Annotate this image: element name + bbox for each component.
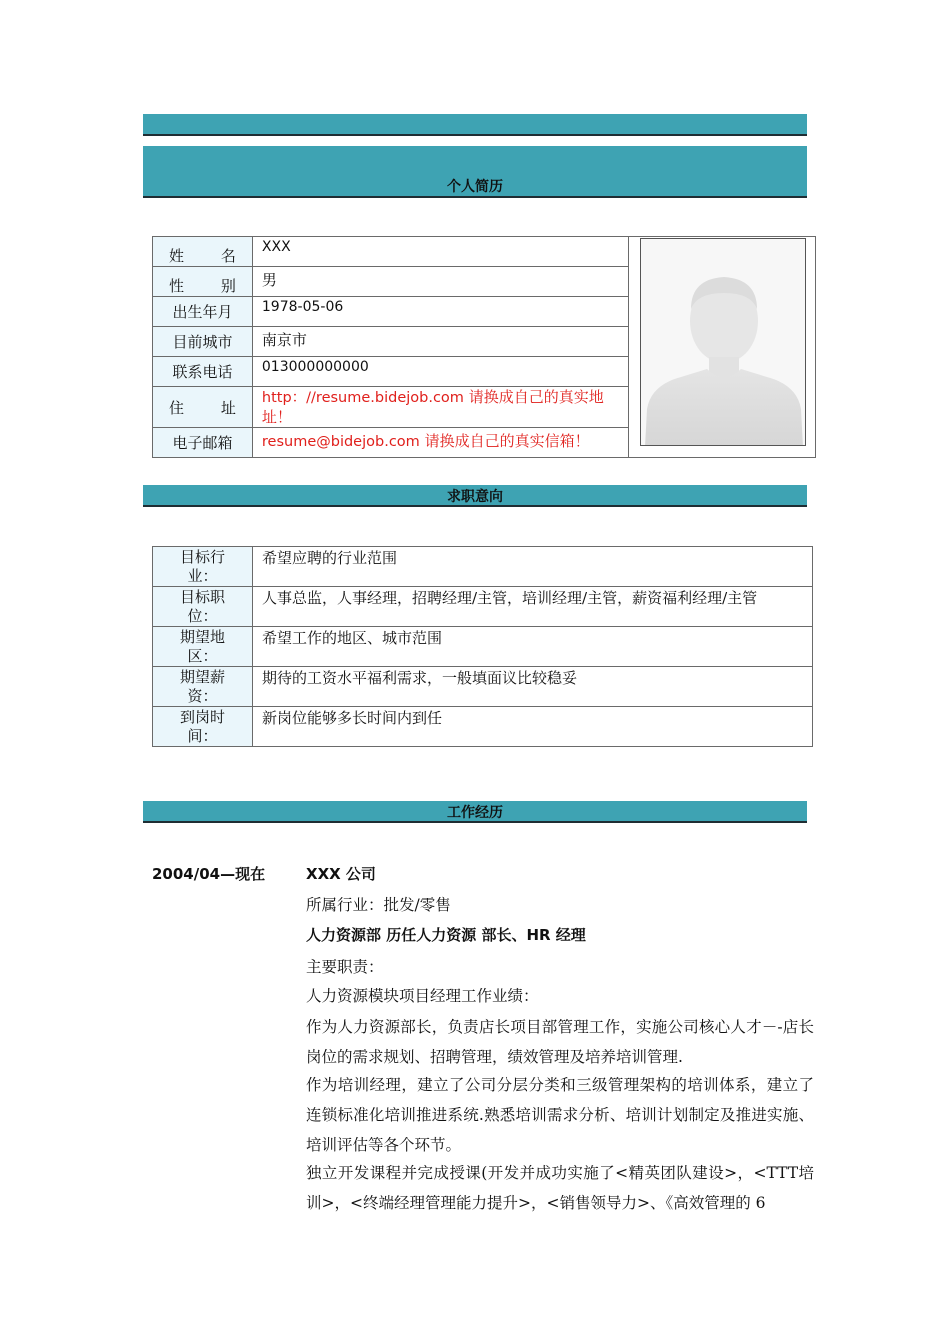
- name-label-c2: 名: [220, 247, 236, 265]
- name-label: [153, 237, 253, 267]
- intent-region-value: 希望工作的地区、城市范围: [252, 627, 812, 667]
- intent-table: [152, 546, 813, 747]
- intent-bar: [143, 485, 807, 507]
- intent-salary-value: 期待的工资水平福利需求，一般填面议比较稳妥: [252, 667, 812, 707]
- email-label: 电子邮箱: [153, 428, 253, 458]
- intent-salary-label: 期望薪资：: [153, 667, 253, 707]
- birth-label: 出生年月: [153, 297, 253, 327]
- phone-label: 联系电话: [153, 357, 253, 387]
- name-label-c1: 姓: [169, 247, 185, 265]
- person-silhouette-icon: [641, 239, 806, 446]
- work-company: XXX 公司: [306, 865, 376, 883]
- work-paragraph-2: 作为培训经理，建立了公司分层分类和三级管理架构的培训体系，建立了连锁标准化培训推进系统.熟悉培训需求分析、培训计划制定及推进实施、培训评估等各个环节。: [306, 1076, 814, 1154]
- city-label: 目前城市: [153, 327, 253, 357]
- gender-label: [153, 267, 253, 297]
- work-title: 工作经历: [447, 805, 503, 821]
- intent-position-label: 目标职位：: [153, 587, 253, 627]
- name-value: XXX: [252, 237, 629, 267]
- intent-title: 求职意向: [447, 489, 503, 505]
- address-label-c1: 住: [169, 398, 185, 417]
- gender-value: 男: [252, 267, 629, 297]
- address-note: 请换成自己的真实地址！: [261, 388, 604, 426]
- email-note: 请换成自己的真实信箱！: [419, 432, 590, 450]
- work-achievements-label: 人力资源模块项目经理工作业绩：: [306, 987, 539, 1005]
- photo-placeholder: [640, 238, 806, 446]
- gender-label-c1: 性: [169, 277, 185, 295]
- address-url[interactable]: http：//resume.bidejob.com: [261, 390, 464, 406]
- city-value: 南京市: [252, 327, 629, 357]
- intent-region-label: 期望地区：: [153, 627, 253, 667]
- address-label: [153, 387, 253, 428]
- intent-start-label: 到岗时间：: [153, 707, 253, 747]
- address-label-c2: 址: [220, 398, 236, 417]
- email-value: [252, 428, 629, 458]
- email-url[interactable]: resume@bidejob.com: [261, 434, 420, 450]
- intent-industry-value: 希望应聘的行业范围: [252, 547, 812, 587]
- title-bar: [143, 146, 807, 198]
- work-paragraph-3: 独立开发课程并完成授课(开发并成功实施了<精英团队建设>，<TTT培训>，<终端经理管理能力提升>，<销售领导力>、《高效管理的 6: [306, 1164, 814, 1212]
- intent-position-value: 人事总监，人事经理，招聘经理/主管，培训经理/主管，薪资福利经理/主管: [252, 587, 812, 627]
- phone-value: 013000000000: [252, 357, 629, 387]
- intent-start-value: 新岗位能够多长时间内到任: [252, 707, 812, 747]
- birth-value: 1978-05-06: [252, 297, 629, 327]
- work-paragraph-1: 作为人力资源部长，负责店长项目部管理工作，实施公司核心人才－-店长岗位的需求规划、招聘管理，绩效管理及培养培训管理.: [306, 1018, 814, 1066]
- intent-industry-label: 目标行业：: [153, 547, 253, 587]
- work-bar: [143, 801, 807, 823]
- work-industry: 所属行业：批发/零售: [306, 896, 451, 914]
- top-decor-bar: [143, 114, 807, 136]
- work-duties-label: 主要职责：: [306, 958, 384, 976]
- page-title: 个人简历: [447, 179, 503, 195]
- gender-label-c2: 别: [220, 277, 236, 295]
- work-position: 人力资源部 历任人力资源 部长、HR 经理: [306, 926, 586, 944]
- work-period: 2004/04—现在: [152, 865, 266, 883]
- address-value: [252, 387, 629, 428]
